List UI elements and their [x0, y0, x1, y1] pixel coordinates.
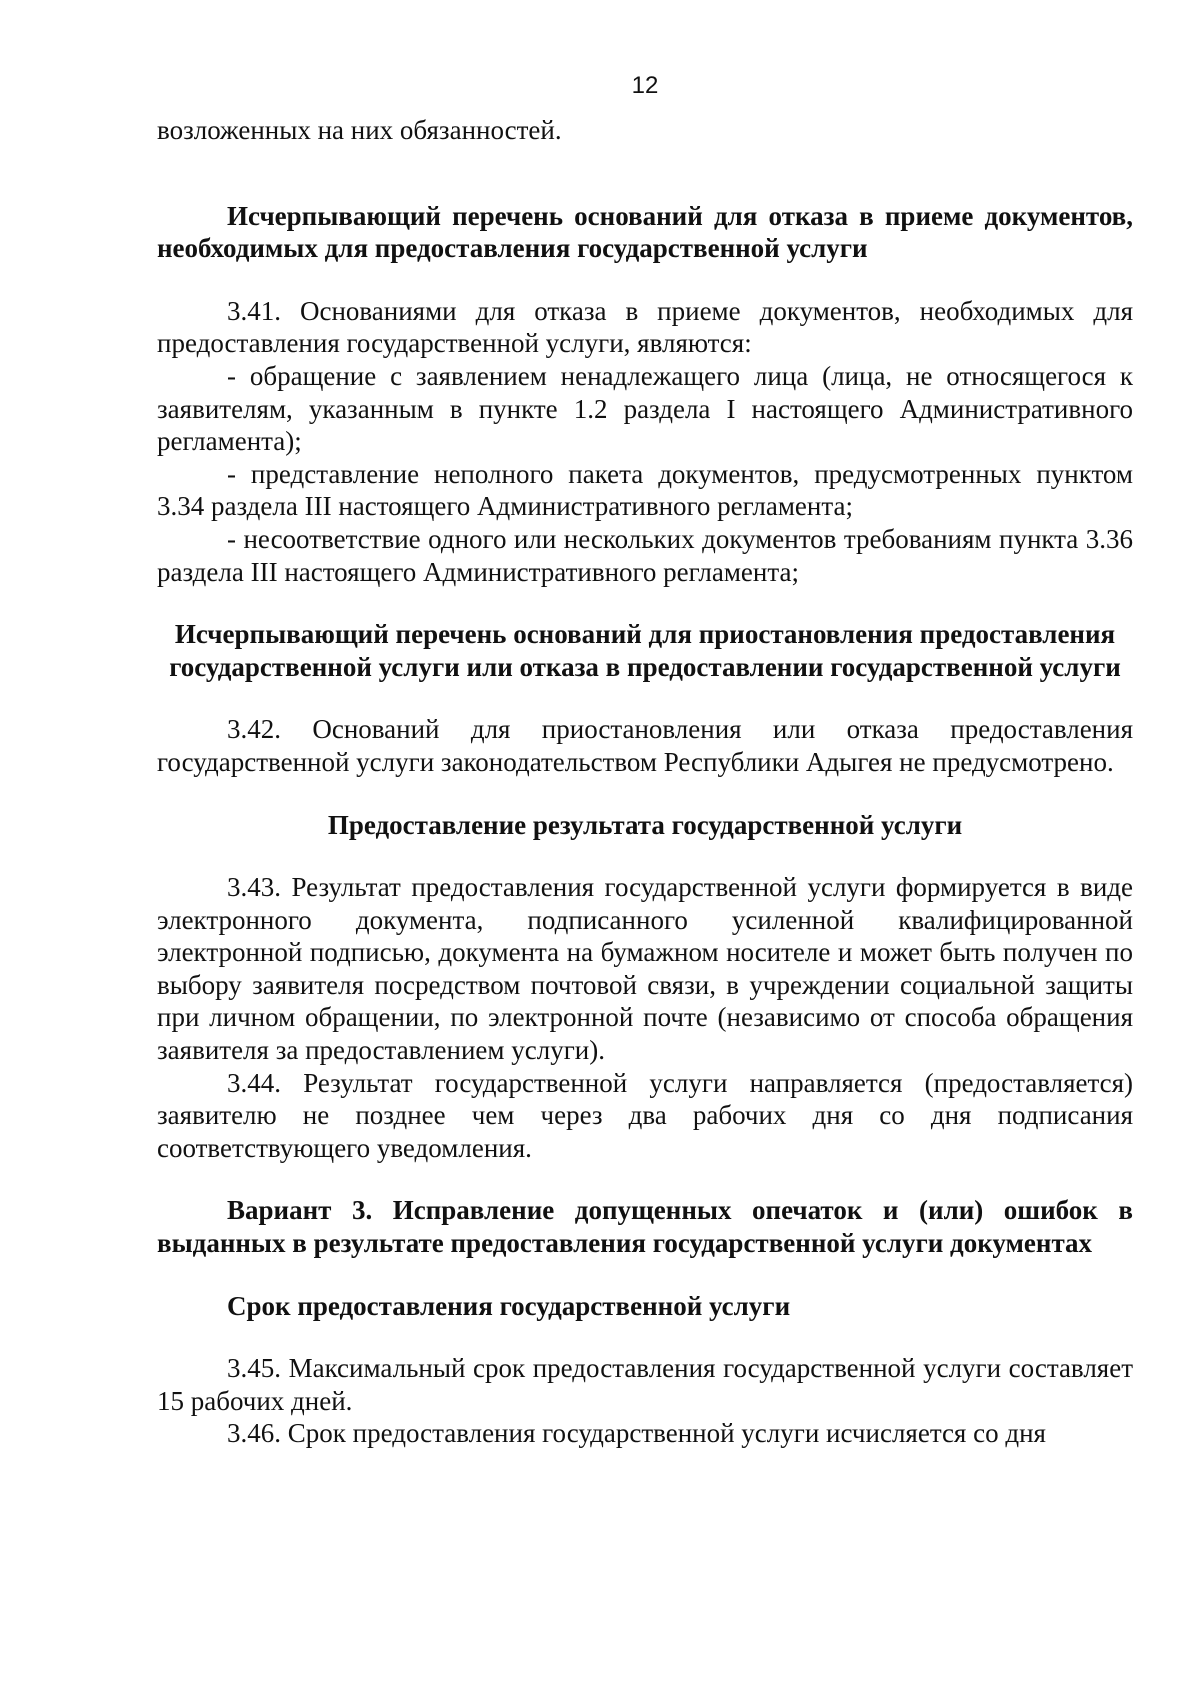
heading-suspension-grounds: Исчерпывающий перечень оснований для приостановления предоставления государственной услуги или отказа в предоставлении государственной услуги	[169, 619, 1121, 682]
paragraph-3-41-item-c: - несоответствие одного или нескольких документов требованиям пункта 3.36 раздела III настоящего Административного регламента;	[157, 523, 1133, 587]
spacer	[157, 683, 1133, 713]
paragraph-3-46: 3.46. Срок предоставления государственной услуги исчисляется со дня	[227, 1418, 1046, 1449]
paragraph-3-41-item-a: - обращение с заявлением ненадлежащего лица (лица, не относящегося к заявителям, указанным в пункте 1.2 раздела I настоящего Административного регламента);	[157, 360, 1133, 457]
heading-service-term: Срок предоставления государственной услуги	[227, 1290, 791, 1321]
intro-paragraph: возложенных на них обязанностей.	[157, 115, 562, 145]
paragraph-3-44: 3.44. Результат государственной услуги направляется (предоставляется) заявителю не позднее чем через два рабочих дня со дня подписания соответствующего уведомления.	[157, 1067, 1133, 1163]
heading-result-delivery: Предоставление результата государственной услуги	[327, 809, 963, 840]
page-number: 12	[631, 72, 659, 99]
spacer	[157, 841, 1133, 871]
heading-variant-3: Вариант 3. Исправление допущенных опечаток и (или) ошибок в выданных в результате предоставления государственной услуги документах	[157, 1195, 1133, 1259]
paragraph-3-41-item-b: - представление неполного пакета документов, предусмотренных пунктом 3.34 раздела III настоящего Административного регламента;	[157, 458, 1133, 522]
paragraph-3-43: 3.43. Результат предоставления государственной услуги формируется в виде электронного документа, подписанного усиленной квалифицированной электронной подписью, документа на бумажном носителе и может быть получен по выбору заявителя посредством почтовой связи, в учреждении социальной защиты при личном обращении, по электронной почте (независимо от способа обращения заявителя за предоставлением услуги).	[157, 872, 1133, 1066]
spacer	[157, 1164, 1133, 1194]
spacer	[157, 588, 1133, 618]
spacer	[157, 1322, 1133, 1352]
paragraph-3-41: 3.41. Основаниями для отказа в приеме документов, необходимых для предоставления государственной услуги, являются:	[157, 295, 1133, 359]
spacer	[157, 1260, 1133, 1290]
paragraph-3-42: 3.42. Оснований для приостановления или отказа предоставления государственной услуги законодательством Республики Адыгея не предусмотрено.	[157, 714, 1133, 777]
document-body	[157, 114, 1133, 1450]
spacer	[157, 147, 1133, 200]
spacer	[157, 265, 1133, 295]
spacer	[157, 779, 1133, 809]
heading-refusal-grounds: Исчерпывающий перечень оснований для отказа в приеме документов, необходимых для предоставления государственной услуги	[157, 200, 1133, 264]
paragraph-3-45: 3.45. Максимальный срок предоставления государственной услуги составляет 15 рабочих дней.	[157, 1353, 1133, 1416]
